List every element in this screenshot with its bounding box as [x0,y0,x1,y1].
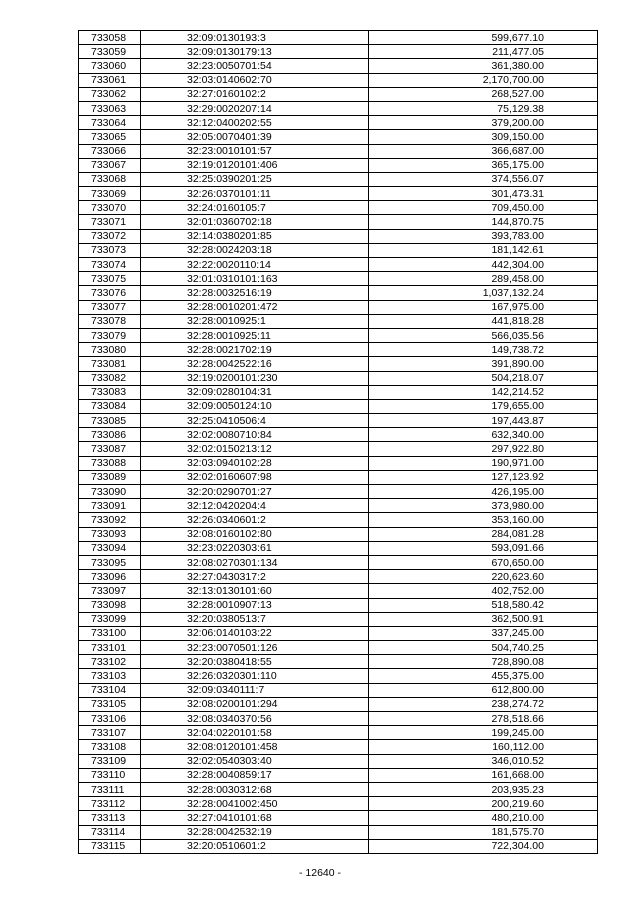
cadastral-number-cell: 32:26:0320301:110 [141,669,369,683]
table-row [79,456,598,470]
cadastral-number-cell: 32:23:0220303:61 [141,541,369,555]
table-row [79,754,598,768]
value-cell: 379,200.00 [369,116,598,130]
table-row [79,683,598,697]
row-id-cell: 733077 [79,300,141,314]
row-id-cell: 733110 [79,768,141,782]
table-row [79,144,598,158]
cadastral-number-cell: 32:26:0340601:2 [141,513,369,527]
table-row [79,215,598,229]
value-cell: 391,890.00 [369,357,598,371]
row-id-cell: 733115 [79,839,141,853]
cadastral-number-cell: 32:08:0270301:134 [141,555,369,569]
value-cell: 278,518.66 [369,712,598,726]
value-cell: 362,500.91 [369,612,598,626]
table-row [79,740,598,754]
table-row [79,584,598,598]
table-row [79,513,598,527]
value-cell: 190,971.00 [369,456,598,470]
table-row [79,328,598,342]
value-cell: 455,375.00 [369,669,598,683]
row-id-cell: 733082 [79,371,141,385]
cadastral-number-cell: 32:29:0020207:14 [141,101,369,115]
table-row [79,669,598,683]
row-id-cell: 733073 [79,243,141,257]
row-id-cell: 733080 [79,343,141,357]
table-row [79,782,598,796]
cadastral-number-cell: 32:02:0150213:12 [141,442,369,456]
cadastral-number-cell: 32:23:0070501:126 [141,641,369,655]
value-cell: 200,219.60 [369,797,598,811]
value-cell: 181,575.70 [369,825,598,839]
value-cell: 480,210.00 [369,811,598,825]
table-row [79,399,598,413]
value-cell: 593,091.66 [369,541,598,555]
value-cell: 197,443.87 [369,414,598,428]
value-cell: 632,340.00 [369,428,598,442]
row-id-cell: 733107 [79,726,141,740]
value-cell: 127,123.92 [369,470,598,484]
table-row [79,470,598,484]
table-row [79,101,598,115]
value-cell: 709,450.00 [369,201,598,215]
cadastral-number-cell: 32:28:0010907:13 [141,598,369,612]
cadastral-number-cell: 32:23:0010101:57 [141,144,369,158]
cadastral-number-cell: 32:09:0130179:13 [141,45,369,59]
value-cell: 566,035.56 [369,328,598,342]
cadastral-number-cell: 32:08:0340370:56 [141,712,369,726]
row-id-cell: 733090 [79,485,141,499]
row-id-cell: 733060 [79,59,141,73]
table-row [79,172,598,186]
value-cell: 426,195.00 [369,485,598,499]
value-cell: 518,580.42 [369,598,598,612]
table-row [79,697,598,711]
cadastral-number-cell: 32:08:0160102:80 [141,527,369,541]
cadastral-number-cell: 32:28:0010925:1 [141,314,369,328]
table-row [79,612,598,626]
table-row [79,839,598,853]
table-row [79,45,598,59]
row-id-cell: 733081 [79,357,141,371]
row-id-cell: 733102 [79,655,141,669]
table-row [79,158,598,172]
value-cell: 599,677.10 [369,31,598,45]
value-cell: 2,170,700.00 [369,73,598,87]
value-cell: 365,175.00 [369,158,598,172]
cadastral-number-cell: 32:28:0032516:19 [141,286,369,300]
cadastral-number-cell: 32:19:0120101:406 [141,158,369,172]
row-id-cell: 733075 [79,272,141,286]
value-cell: 268,527.00 [369,87,598,101]
value-cell: 203,935.23 [369,782,598,796]
row-id-cell: 733061 [79,73,141,87]
value-cell: 361,380.00 [369,59,598,73]
value-cell: 504,740.25 [369,641,598,655]
row-id-cell: 733085 [79,414,141,428]
row-id-cell: 733071 [79,215,141,229]
cadastral-number-cell: 32:23:0050701:54 [141,59,369,73]
table-row [79,797,598,811]
cadastral-number-cell: 32:19:0200101:230 [141,371,369,385]
row-id-cell: 733104 [79,683,141,697]
table-row [79,201,598,215]
cadastral-number-cell: 32:03:0140602:70 [141,73,369,87]
value-cell: 722,304.00 [369,839,598,853]
row-id-cell: 733095 [79,555,141,569]
table-row [79,272,598,286]
row-id-cell: 733103 [79,669,141,683]
table-row [79,343,598,357]
table-row [79,712,598,726]
row-id-cell: 733067 [79,158,141,172]
cadastral-number-cell: 32:27:0410101:68 [141,811,369,825]
cadastral-number-cell: 32:20:0380418:55 [141,655,369,669]
value-cell: 374,556.07 [369,172,598,186]
row-id-cell: 733062 [79,87,141,101]
cadastral-number-cell: 32:20:0510601:2 [141,839,369,853]
cadastral-number-cell: 32:20:0380513:7 [141,612,369,626]
cadastral-number-cell: 32:12:0400202:55 [141,116,369,130]
cadastral-number-cell: 32:28:0010201:472 [141,300,369,314]
row-id-cell: 733093 [79,527,141,541]
table-row [79,314,598,328]
row-id-cell: 733109 [79,754,141,768]
row-id-cell: 733059 [79,45,141,59]
value-cell: 75,129.38 [369,101,598,115]
table-row [79,258,598,272]
value-cell: 199,245.00 [369,726,598,740]
value-cell: 144,870.75 [369,215,598,229]
cadastral-number-cell: 32:12:0420204:4 [141,499,369,513]
value-cell: 504,218.07 [369,371,598,385]
value-cell: 167,975.00 [369,300,598,314]
value-cell: 181,142.61 [369,243,598,257]
cadastral-number-cell: 32:09:0340111:7 [141,683,369,697]
cadastral-number-cell: 32:28:0024203:18 [141,243,369,257]
cadastral-number-cell: 32:28:0021702:19 [141,343,369,357]
row-id-cell: 733076 [79,286,141,300]
cadastral-number-cell: 32:28:0030312:68 [141,782,369,796]
cadastral-number-cell: 32:24:0160105:7 [141,201,369,215]
cadastral-number-cell: 32:09:0130193:3 [141,31,369,45]
value-cell: 160,112.00 [369,740,598,754]
table-row [79,485,598,499]
table-row [79,187,598,201]
table-row [79,626,598,640]
table-row [79,442,598,456]
row-id-cell: 733101 [79,641,141,655]
cadastral-value-table [78,30,598,854]
value-cell: 238,274.72 [369,697,598,711]
table-row [79,768,598,782]
row-id-cell: 733088 [79,456,141,470]
value-cell: 353,160.00 [369,513,598,527]
row-id-cell: 733068 [79,172,141,186]
row-id-cell: 733074 [79,258,141,272]
value-cell: 346,010.52 [369,754,598,768]
cadastral-number-cell: 32:28:0042522:16 [141,357,369,371]
row-id-cell: 733063 [79,101,141,115]
row-id-cell: 733086 [79,428,141,442]
value-cell: 1,037,132.24 [369,286,598,300]
table-row [79,414,598,428]
table-row [79,428,598,442]
row-id-cell: 733069 [79,187,141,201]
value-cell: 442,304.00 [369,258,598,272]
table-row [79,73,598,87]
value-cell: 179,655.00 [369,399,598,413]
table-row [79,555,598,569]
cadastral-number-cell: 32:26:0370101:11 [141,187,369,201]
table-row [79,371,598,385]
row-id-cell: 733098 [79,598,141,612]
row-id-cell: 733092 [79,513,141,527]
row-id-cell: 733078 [79,314,141,328]
row-id-cell: 733112 [79,797,141,811]
table-row [79,499,598,513]
cadastral-number-cell: 32:08:0120101:458 [141,740,369,754]
row-id-cell: 733094 [79,541,141,555]
row-id-cell: 733065 [79,130,141,144]
cadastral-number-cell: 32:27:0160102:2 [141,87,369,101]
table-row [79,357,598,371]
row-id-cell: 733087 [79,442,141,456]
row-id-cell: 733083 [79,385,141,399]
row-id-cell: 733113 [79,811,141,825]
row-id-cell: 733096 [79,570,141,584]
value-cell: 211,477.05 [369,45,598,59]
table-row [79,243,598,257]
cadastral-number-cell: 32:06:0140103:22 [141,626,369,640]
cadastral-number-cell: 32:08:0200101:294 [141,697,369,711]
row-id-cell: 733058 [79,31,141,45]
table-row [79,31,598,45]
table-row [79,811,598,825]
cadastral-number-cell: 32:28:0040859:17 [141,768,369,782]
value-cell: 402,752.00 [369,584,598,598]
cadastral-number-cell: 32:13:0130101:60 [141,584,369,598]
cadastral-number-cell: 32:02:0080710:84 [141,428,369,442]
table-row [79,598,598,612]
row-id-cell: 733106 [79,712,141,726]
cadastral-number-cell: 32:28:0042532:19 [141,825,369,839]
table-row [79,385,598,399]
cadastral-number-cell: 32:05:0070401:39 [141,130,369,144]
row-id-cell: 733079 [79,328,141,342]
table-row [79,527,598,541]
table-row [79,825,598,839]
table-row [79,641,598,655]
row-id-cell: 733105 [79,697,141,711]
row-id-cell: 733099 [79,612,141,626]
value-cell: 289,458.00 [369,272,598,286]
value-cell: 149,738.72 [369,343,598,357]
page-number: - 12640 - [298,867,342,879]
row-id-cell: 733089 [79,470,141,484]
cadastral-number-cell: 32:09:0050124:10 [141,399,369,413]
value-cell: 284,081.28 [369,527,598,541]
cadastral-number-cell: 32:28:0010925:11 [141,328,369,342]
table-row [79,570,598,584]
cadastral-number-cell: 32:22:0020110:14 [141,258,369,272]
table-row [79,726,598,740]
value-cell: 373,980.00 [369,499,598,513]
value-cell: 728,890.08 [369,655,598,669]
value-cell: 441,818.28 [369,314,598,328]
row-id-cell: 733070 [79,201,141,215]
table-row [79,541,598,555]
row-id-cell: 733091 [79,499,141,513]
value-cell: 142,214.52 [369,385,598,399]
table-row [79,286,598,300]
cadastral-number-cell: 32:25:0410506:4 [141,414,369,428]
cadastral-number-cell: 32:02:0160607:98 [141,470,369,484]
value-cell: 670,650.00 [369,555,598,569]
value-cell: 612,800.00 [369,683,598,697]
cadastral-number-cell: 32:09:0280104:31 [141,385,369,399]
table-row [79,229,598,243]
value-cell: 393,783.00 [369,229,598,243]
cadastral-number-cell: 32:28:0041002:450 [141,797,369,811]
value-cell: 301,473.31 [369,187,598,201]
value-cell: 297,922.80 [369,442,598,456]
cadastral-number-cell: 32:01:0310101:163 [141,272,369,286]
row-id-cell: 733066 [79,144,141,158]
row-id-cell: 733084 [79,399,141,413]
cadastral-number-cell: 32:14:0380201:85 [141,229,369,243]
row-id-cell: 733072 [79,229,141,243]
cadastral-number-cell: 32:25:0390201:25 [141,172,369,186]
row-id-cell: 733097 [79,584,141,598]
value-cell: 161,668.00 [369,768,598,782]
table-row [79,59,598,73]
table-row [79,300,598,314]
row-id-cell: 733108 [79,740,141,754]
cadastral-number-cell: 32:27:0430317:2 [141,570,369,584]
value-cell: 309,150.00 [369,130,598,144]
row-id-cell: 733100 [79,626,141,640]
value-cell: 220,623.60 [369,570,598,584]
cadastral-number-cell: 32:03:0940102:28 [141,456,369,470]
table-row [79,116,598,130]
value-cell: 366,687.00 [369,144,598,158]
table-body [79,31,598,854]
cadastral-number-cell: 32:04:0220101:58 [141,726,369,740]
row-id-cell: 733114 [79,825,141,839]
cadastral-number-cell: 32:20:0290701:27 [141,485,369,499]
value-cell: 337,245.00 [369,626,598,640]
table-row [79,130,598,144]
row-id-cell: 733111 [79,782,141,796]
table-row [79,655,598,669]
cadastral-number-cell: 32:01:0360702:18 [141,215,369,229]
row-id-cell: 733064 [79,116,141,130]
table-row [79,87,598,101]
cadastral-number-cell: 32:02:0540303:40 [141,754,369,768]
